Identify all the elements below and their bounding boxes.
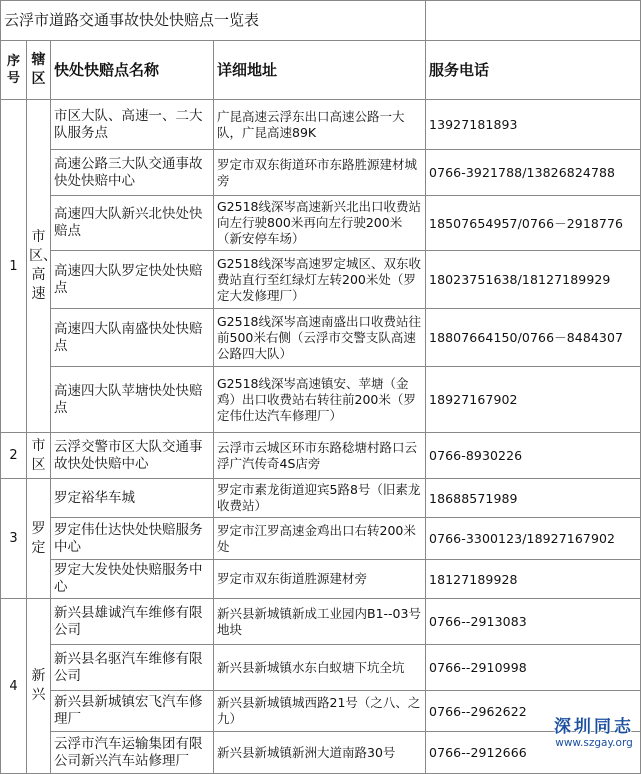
table-row	[1, 518, 641, 560]
phone-cell: 18507654957/0766－2918776	[426, 196, 641, 251]
table-row	[1, 367, 641, 433]
phone-cell: 18807664150/0766－8484307	[426, 309, 641, 367]
header-name: 快处快赔点名称	[51, 41, 214, 100]
table-row	[1, 732, 641, 774]
title-row	[1, 1, 641, 41]
table-row	[1, 433, 641, 479]
watermark-text: 深圳同志	[554, 717, 634, 737]
phone-cell: 0766-3300123/18927167902	[426, 518, 641, 560]
table-row	[1, 479, 641, 518]
point-name-cell: 高速四大队罗定快处快赔点	[51, 251, 214, 309]
address-cell: 罗定市双东街道环市东路胜源建材城旁	[214, 150, 426, 196]
phone-cell: 18023751638/18127189929	[426, 251, 641, 309]
phone-cell: 0766--2912666	[426, 732, 641, 774]
address-cell: G2518线深岑高速罗定城区、双东收费站直行至红绿灯左转200米处（罗定大发修理厂）	[214, 251, 426, 309]
district-cell: 市区	[27, 433, 51, 479]
point-name-cell: 罗定伟仕达快处快赔服务中心	[51, 518, 214, 560]
phone-cell: 18127189928	[426, 560, 641, 599]
table-row	[1, 691, 641, 732]
phone-cell: 0766--2962622	[426, 691, 641, 732]
point-name-cell: 云浮市汽车运输集团有限公司新兴汽车站修理厂	[51, 732, 214, 774]
header-num: 序号	[1, 41, 27, 100]
point-name-cell: 新兴县雄诚汽车维修有限公司	[51, 599, 214, 645]
address-cell: G2518线深岑高速南盛出口收费站往前500米右侧（云浮市交警支队高速公路四大队）	[214, 309, 426, 367]
table-row	[1, 100, 641, 150]
point-name-cell: 高速公路三大队交通事故快处快赔中心	[51, 150, 214, 196]
phone-cell: 0766--2910998	[426, 645, 641, 691]
address-cell: G2518线深岑高速镇安、苹塘（金鸡）出口收费站右转往前200米（罗定伟仕达汽车修理厂）	[214, 367, 426, 433]
address-cell: 新兴县新城镇水东白蚁塘下坑全坑	[214, 645, 426, 691]
watermark-url: www.szgay.org	[555, 737, 633, 749]
address-cell: 罗定市双东街道胜源建材旁	[214, 560, 426, 599]
phone-cell: 18927167902	[426, 367, 641, 433]
table-row	[1, 196, 641, 251]
phone-cell: 0766-8930226	[426, 433, 641, 479]
phone-cell: 0766--2913083	[426, 599, 641, 645]
table-row	[1, 309, 641, 367]
point-name-cell: 罗定大发快处快赔服务中心	[51, 560, 214, 599]
address-cell: 广昆高速云浮东出口高速公路一大队，广昆高速89K	[214, 100, 426, 150]
point-name-cell: 新兴县新城镇宏飞汽车修理厂	[51, 691, 214, 732]
header-phone: 服务电话	[426, 41, 641, 100]
point-name-cell: 高速四大队南盛快处快赔点	[51, 309, 214, 367]
table-row	[1, 645, 641, 691]
row-number: 2	[1, 433, 27, 479]
title-blank-cell	[426, 1, 641, 41]
phone-cell: 18688571989	[426, 479, 641, 518]
header-district: 辖区	[27, 41, 51, 100]
district-cell: 罗定	[27, 479, 51, 599]
row-number: 3	[1, 479, 27, 599]
point-name-cell: 新兴县名驱汽车维修有限公司	[51, 645, 214, 691]
table-row	[1, 599, 641, 645]
district-cell: 市区、高速	[27, 100, 51, 433]
point-name-cell: 高速四大队苹塘快处快赔点	[51, 367, 214, 433]
phone-cell: 0766-3921788/13826824788	[426, 150, 641, 196]
address-cell: 云浮市云城区环市东路稔塘村路口云浮广汽传奇4S店旁	[214, 433, 426, 479]
phone-cell: 13927181893	[426, 100, 641, 150]
point-name-cell: 云浮交警市区大队交通事故快处快赔中心	[51, 433, 214, 479]
address-cell: 罗定市江罗高速金鸡出口右转200米处	[214, 518, 426, 560]
row-number: 1	[1, 100, 27, 433]
address-cell: 罗定市素龙街道迎宾5路8号（旧素龙收费站）	[214, 479, 426, 518]
point-name-cell: 高速四大队新兴北快处快赔点	[51, 196, 214, 251]
table-row	[1, 251, 641, 309]
page-title: 云浮市道路交通事故快处快赔点一览表	[1, 1, 426, 41]
table-row	[1, 150, 641, 196]
point-name-cell: 市区大队、高速一、二大队服务点	[51, 100, 214, 150]
row-number: 4	[1, 599, 27, 774]
district-cell: 新兴	[27, 599, 51, 774]
watermark-logo	[554, 717, 634, 749]
address-cell: 新兴县新城镇新成工业园内B1--03号地块	[214, 599, 426, 645]
address-cell: 新兴县新城镇城西路21号（之八、之九）	[214, 691, 426, 732]
table-row	[1, 560, 641, 599]
address-cell: 新兴县新城镇新洲大道南路30号	[214, 732, 426, 774]
point-name-cell: 罗定裕华车城	[51, 479, 214, 518]
header-address: 详细地址	[214, 41, 426, 100]
header-row	[1, 41, 641, 100]
address-cell: G2518线深岑高速新兴北出口收费站向左行驶800米再向左行驶200米（新安停车场）	[214, 196, 426, 251]
